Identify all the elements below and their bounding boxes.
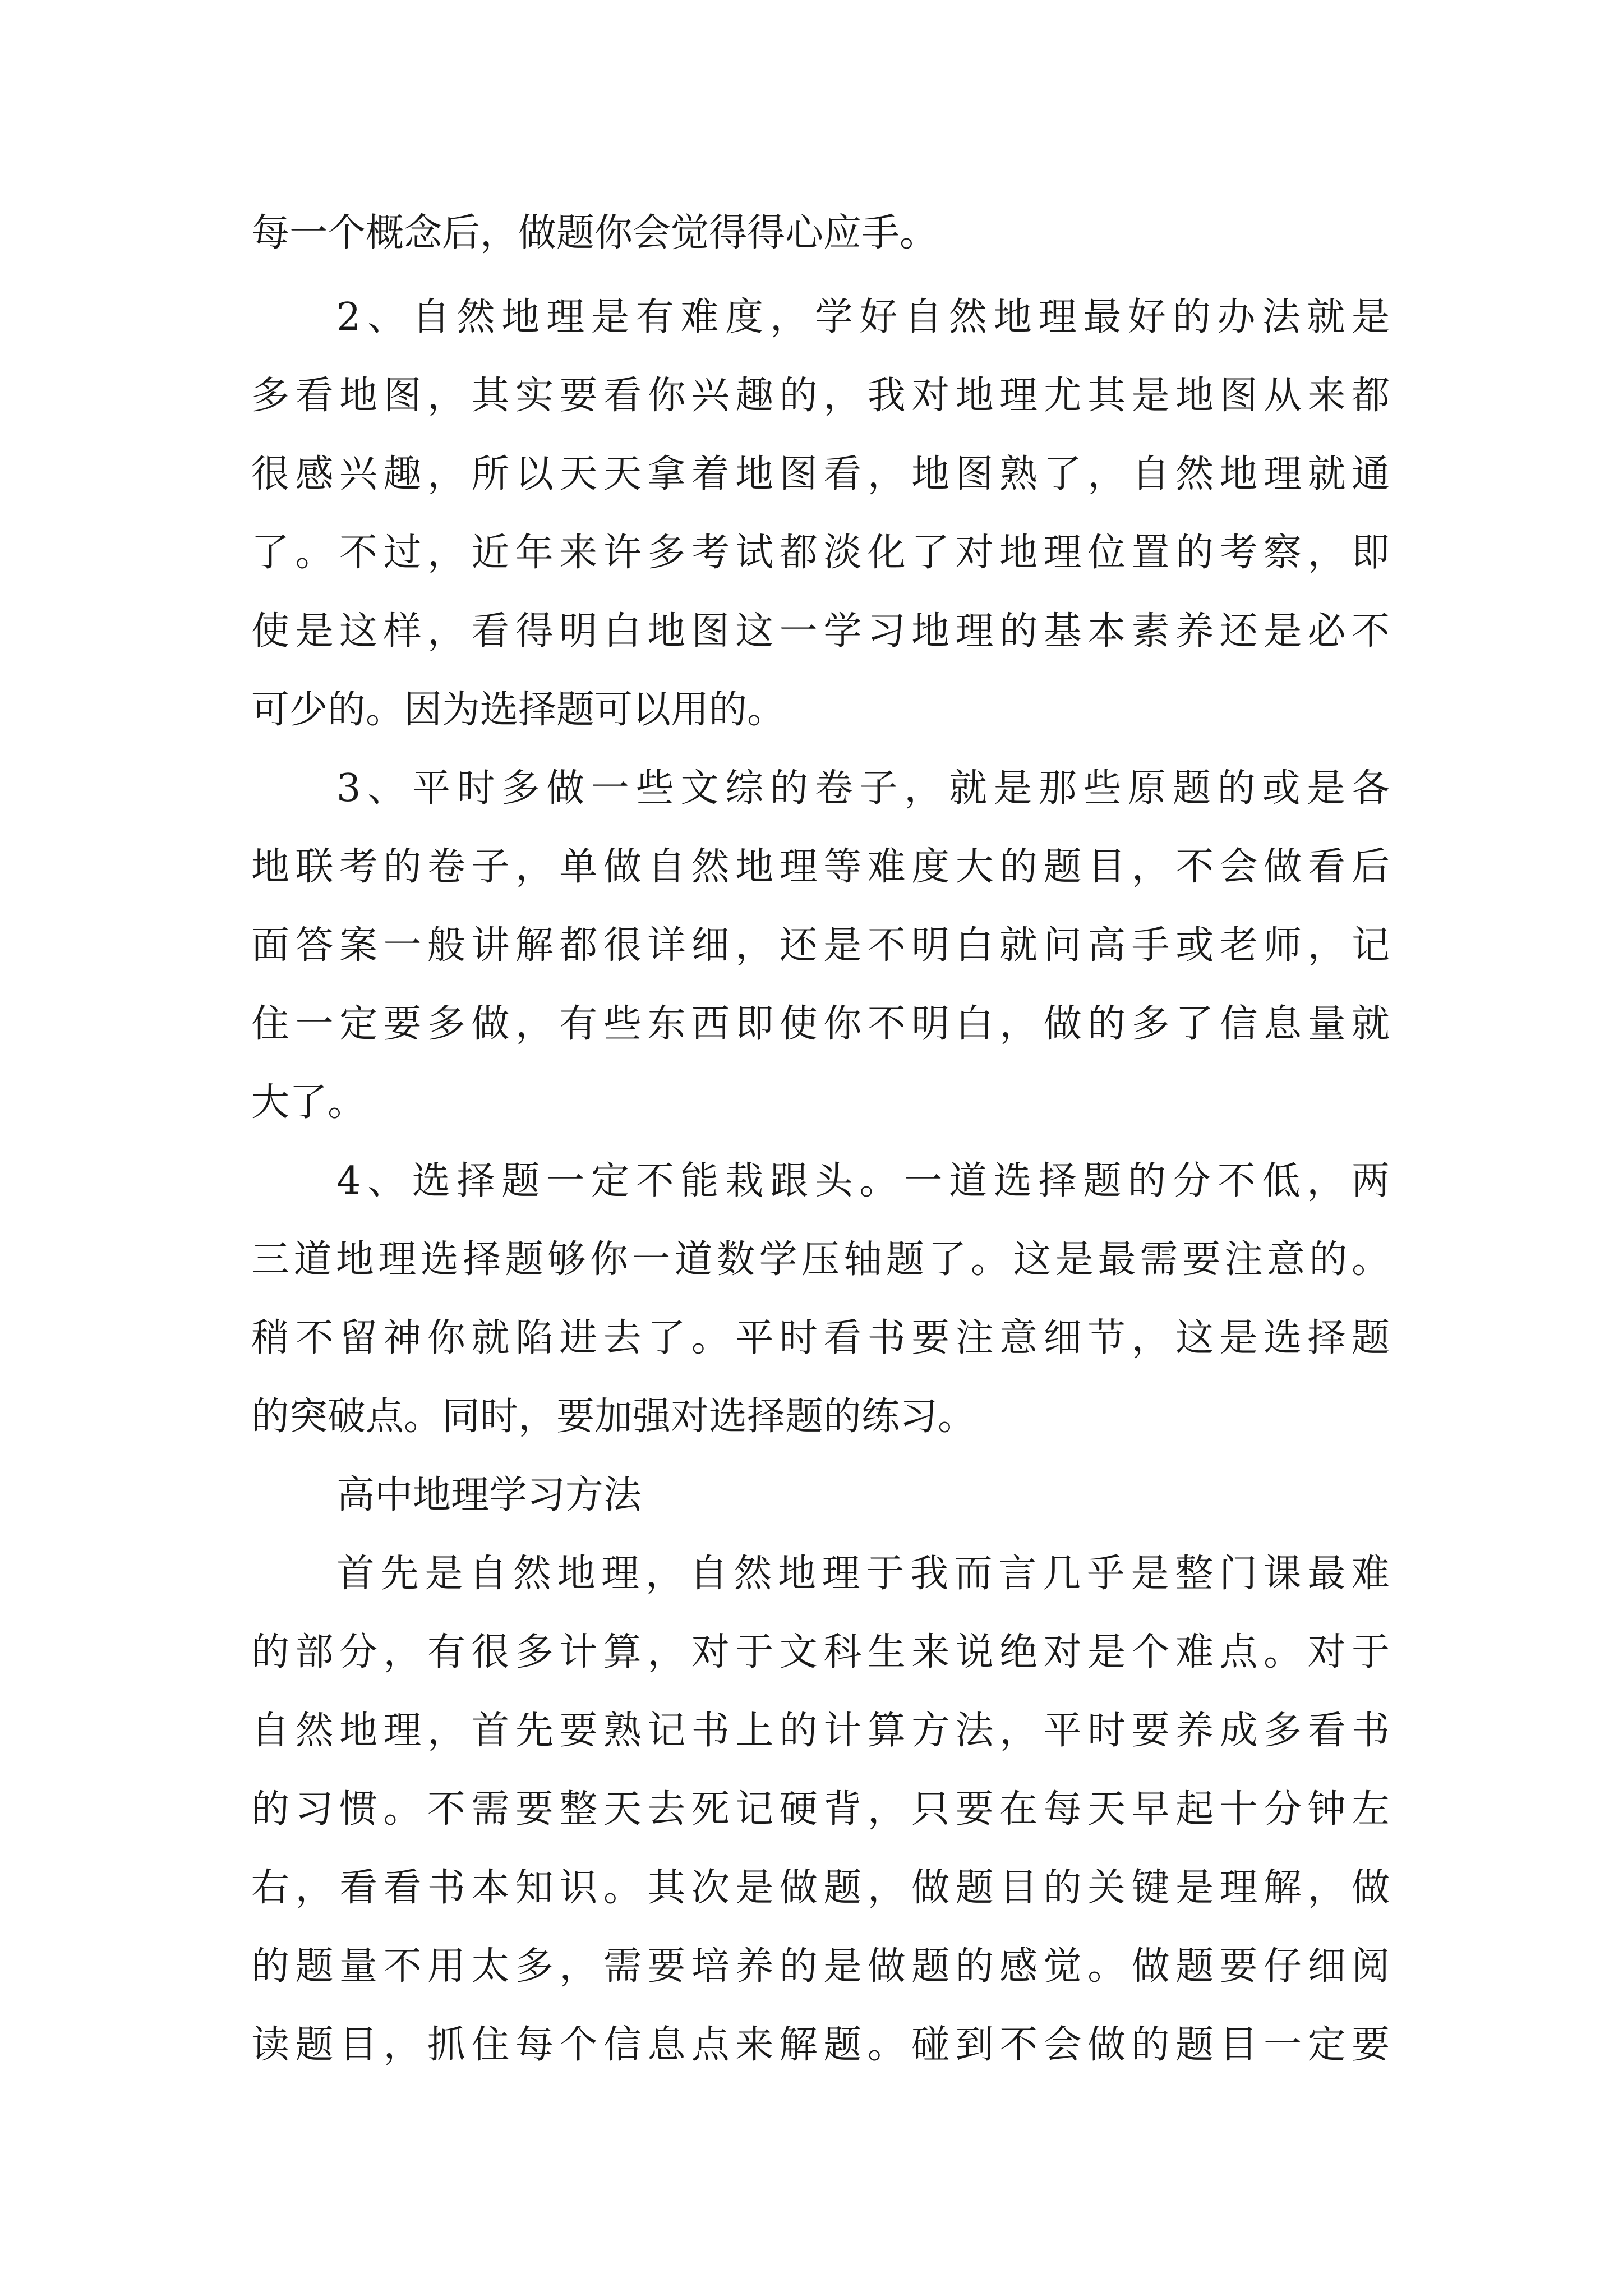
text-line: 面答案一般讲解都很详细，还是不明白就问高手或老师，记 xyxy=(251,923,1390,968)
text-line: 读题目，抓住每个信息点来解题。碰到不会做的题目一定要 xyxy=(251,2023,1390,2067)
text-line: 的突破点。同时，要加强对选择题的练习。 xyxy=(251,1395,976,1439)
text-line: 可少的。因为选择题可以用的。 xyxy=(251,688,786,732)
paragraph-4-start: 4、选择题一定不能栽跟头。一道选择题的分不低，两 xyxy=(336,1159,1390,1203)
text-line: 多看地图，其实要看你兴趣的，我对地理尤其是地图从来都 xyxy=(251,374,1390,418)
text-line: 稍不留神你就陷进去了。平时看书要注意细节，这是选择题 xyxy=(251,1316,1390,1360)
text-line: 了。不过，近年来许多考试都淡化了对地理位置的考察，即 xyxy=(251,531,1390,575)
text-line: 使是这样，看得明白地图这一学习地理的基本素养还是必不 xyxy=(251,609,1390,654)
section-heading: 高中地理学习方法 xyxy=(336,1473,642,1517)
text-line: 的习惯。不需要整天去死记硬背，只要在每天早起十分钟左 xyxy=(251,1787,1390,1832)
text-line: 住一定要多做，有些东西即使你不明白，做的多了信息量就 xyxy=(251,1002,1390,1046)
text-line: 右，看看书本知识。其次是做题，做题目的关键是理解，做 xyxy=(251,1866,1390,1910)
text-line: 地联考的卷子，单做自然地理等难度大的题目，不会做看后 xyxy=(251,845,1390,889)
paragraph-3-start: 3、平时多做一些文综的卷子，就是那些原题的或是各 xyxy=(336,766,1390,811)
paragraph-5-start: 首先是自然地理，自然地理于我而言几乎是整门课最难 xyxy=(336,1552,1390,1596)
text-line: 大了。 xyxy=(251,1080,366,1125)
text-line: 很感兴趣，所以天天拿着地图看，地图熟了，自然地理就通 xyxy=(251,452,1390,496)
paragraph-2-start: 2、自然地理是有难度，学好自然地理最好的办法就是 xyxy=(336,295,1390,339)
text-line: 自然地理，首先要熟记书上的计算方法，平时要养成多看书 xyxy=(251,1709,1390,1753)
text-line: 的部分，有很多计算，对于文科生来说绝对是个难点。对于 xyxy=(251,1630,1390,1674)
text-line: 的题量不用太多，需要培养的是做题的感觉。做题要仔细阅 xyxy=(251,1944,1390,1989)
text-line: 三道地理选择题够你一道数学压轴题了。这是最需要注意的。 xyxy=(251,1237,1390,1282)
text-line: 每一个概念后，做题你会觉得得心应手。 xyxy=(251,211,938,255)
